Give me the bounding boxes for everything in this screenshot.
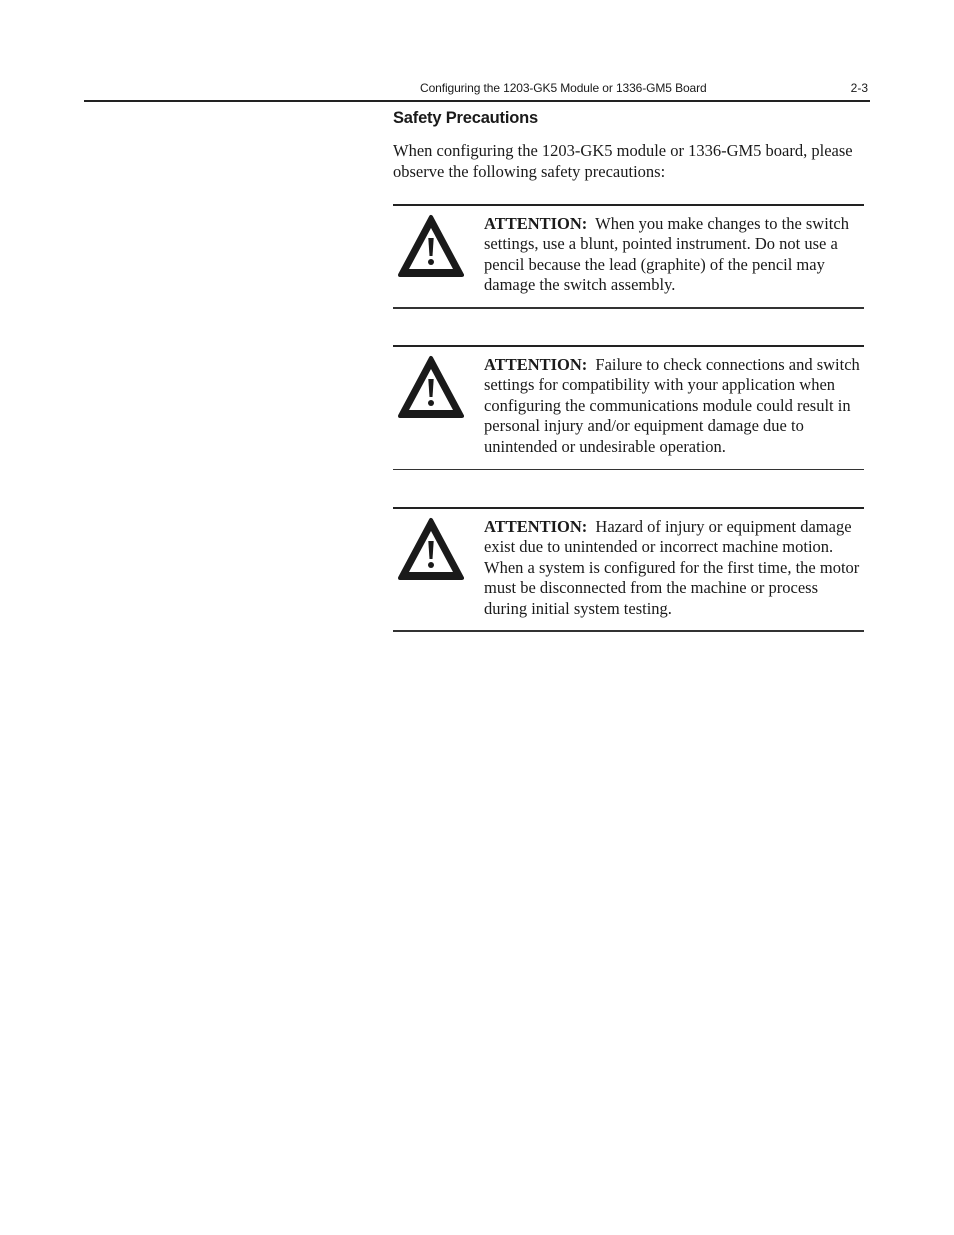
attention-body: Failure to check connections and switch settings for compatibility with your application when configuring the communications module could result in personal injury and/or equipment damage due to unintended or undesirable operation. xyxy=(484,355,860,456)
attention-label: ATTENTION: xyxy=(484,517,588,536)
attention-box xyxy=(393,204,864,309)
attention-box xyxy=(393,345,864,470)
bottom-rule xyxy=(393,307,864,309)
bottom-rule xyxy=(393,469,864,470)
attention-text xyxy=(484,214,862,296)
attention-box xyxy=(393,507,864,632)
attention-body: Hazard of injury or equipment damage exist due to unintended or incorrect machine motion. When a system is configured for the first time, the motor must be disconnected from the machine or process during initial system testing. xyxy=(484,517,860,618)
intro-paragraph: When configuring the 1203-GK5 module or 1336-GM5 board, please observe the following safety precautions: xyxy=(393,141,853,181)
warning-triangle-icon xyxy=(398,213,464,279)
attention-label: ATTENTION: xyxy=(484,214,588,233)
attention-label: ATTENTION: xyxy=(484,355,588,374)
header-title: Configuring the 1203-GK5 Module or 1336-GM5 Board xyxy=(420,81,707,95)
warning-triangle-icon xyxy=(398,354,464,420)
attention-body: When you make changes to the switch settings, use a blunt, pointed instrument. Do not use a pencil because the lead (graphite) of the pencil may damage the switch assembly. xyxy=(484,214,849,295)
warning-triangle-icon xyxy=(398,516,464,582)
bottom-rule xyxy=(393,630,864,632)
attention-text xyxy=(484,355,862,457)
page-number: 2-3 xyxy=(850,81,868,95)
section-heading: Safety Precautions xyxy=(393,109,538,127)
running-header xyxy=(84,80,870,102)
attention-text xyxy=(484,517,862,619)
